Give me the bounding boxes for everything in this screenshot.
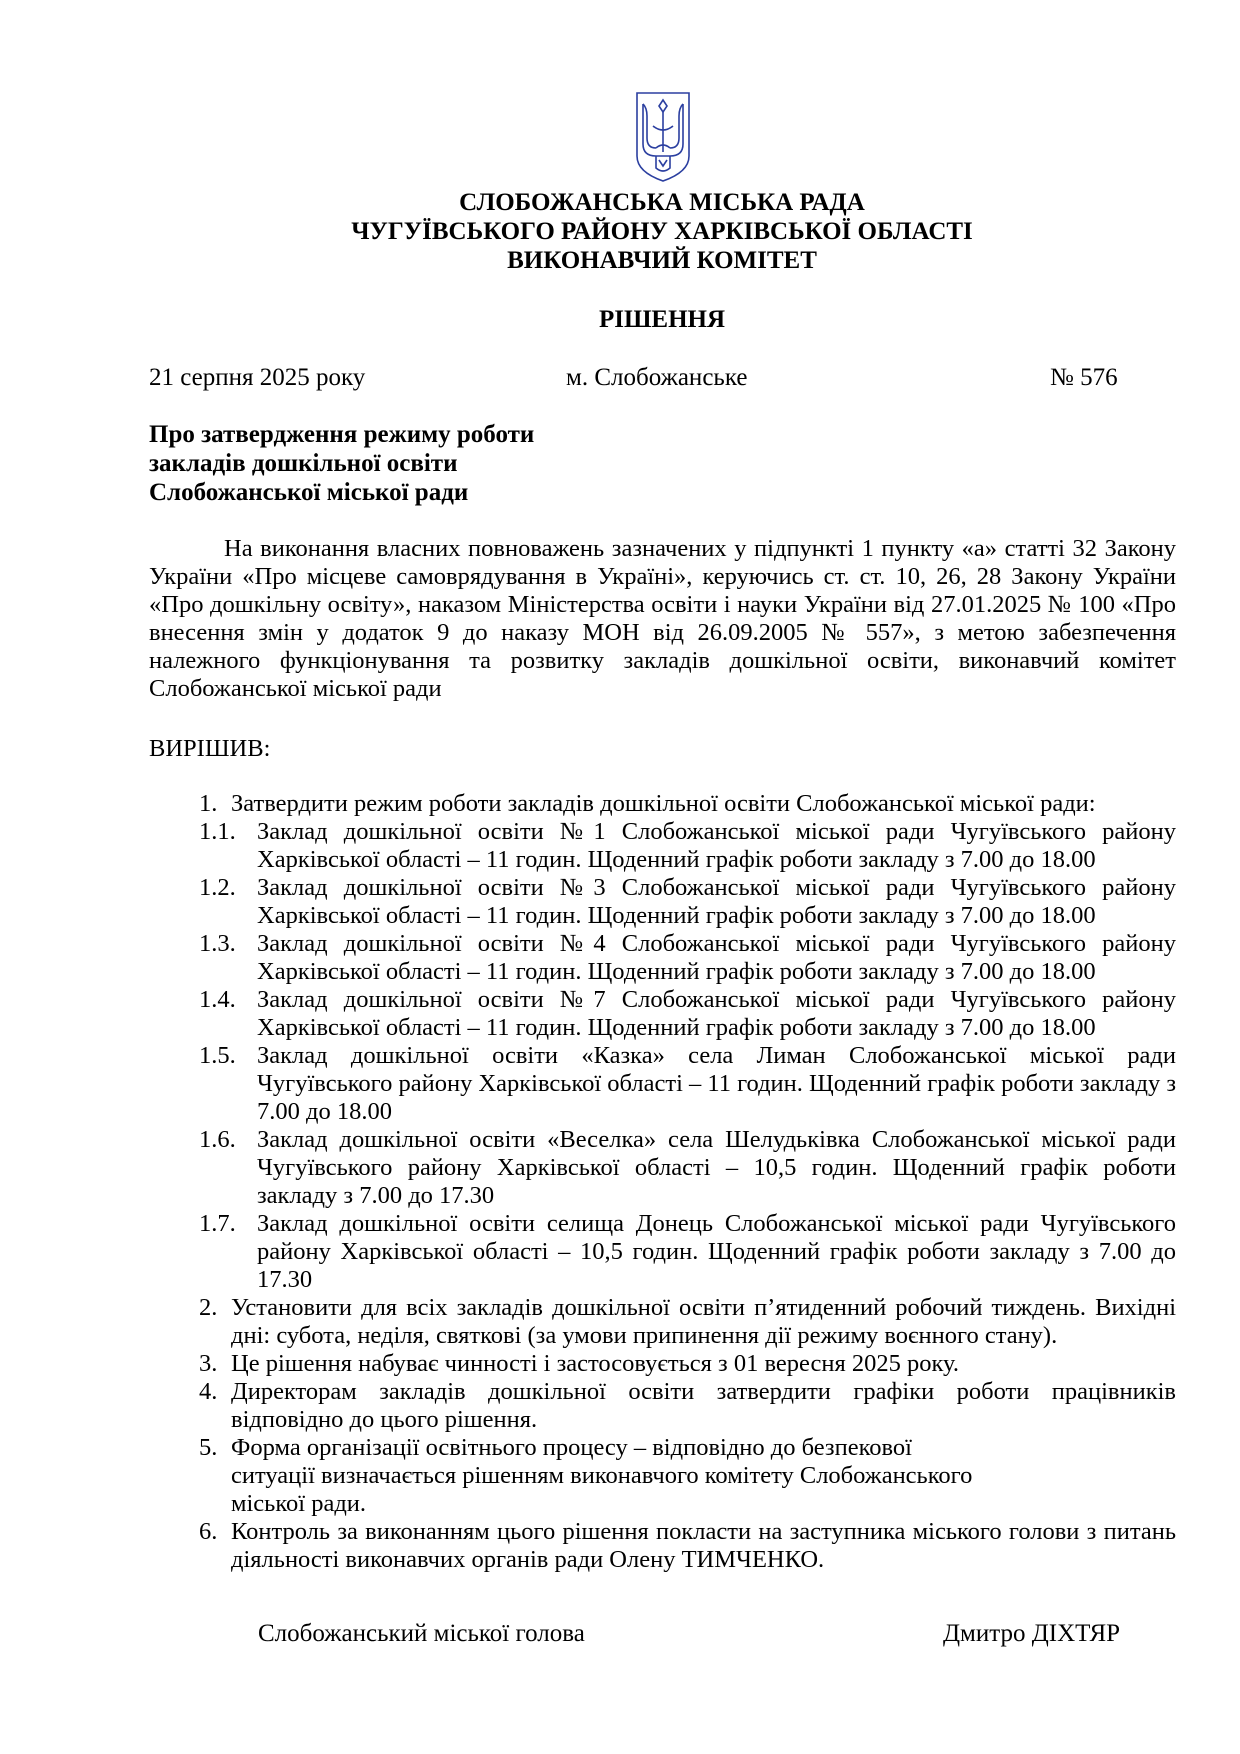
list-item xyxy=(149,874,1176,930)
preamble-paragraph: На виконання власних повноважень зазначених у підпункті 1 пункту «а» статті 32 Закону України «Про місцеве самоврядування в Україні», керуючись ст. ст. 10, 26, 28 Закону України «Про дошкільну освіту», наказом Міністерства освіти і науки України від 27.01.2025 № 100 «Про внесення змін у додаток 9 до наказу МОН від 26.09.2005 № 557», з метою забезпечення належного функціонування та розвитку закладів дошкільної освіти, виконавчий комітет Слобожанської міської ради xyxy=(149,535,1176,702)
list-item-number: 4. xyxy=(199,1378,218,1405)
list-item-text: Це рішення набуває чинності і застосовується з 01 вересня 2025 року. xyxy=(231,1350,959,1377)
list-item-text: Заклад дошкільної освіти селища Донець Слобожанської міської ради Чугуївського району Харківської області – 10,5 годин. Щоденний графік роботи закладу з 7.00 до 17.30 xyxy=(257,1210,1176,1293)
list-item-number: 2. xyxy=(199,1294,218,1321)
list-item-number: 1.5. xyxy=(199,1042,236,1069)
list-item-number: 1.4. xyxy=(199,986,236,1013)
list-item xyxy=(149,1294,1176,1350)
list-item-number: 6. xyxy=(199,1518,218,1545)
signatory-position: Слобожанський міської голова xyxy=(258,1620,585,1647)
document-title: РІШЕННЯ xyxy=(598,306,726,333)
list-item-number: 1.2. xyxy=(199,874,236,901)
list-item xyxy=(149,818,1176,874)
list-item xyxy=(149,1434,1176,1518)
list-item-number: 1.7. xyxy=(199,1210,236,1237)
list-item xyxy=(149,1518,1176,1574)
list-item-number: 5. xyxy=(199,1434,218,1461)
list-item xyxy=(149,1378,1176,1434)
list-item-text: Заклад дошкільної освіти №4 Слобожанської міської ради Чугуївського району Харківської області – 11 годин. Щоденний графік роботи закладу з 7.00 до 18.00 xyxy=(257,930,1176,985)
resolve-label: ВИРІШИВ: xyxy=(149,735,271,762)
decision-subject xyxy=(149,420,534,507)
list-item-text: Заклад дошкільної освіти «Веселка» села Шелудьківка Слобожанської міської ради Чугуївського району Харківської області – 10,5 годин. Щоденний графік роботи закладу з 7.00 до 17.30 xyxy=(257,1126,1176,1209)
list-item-text: Заклад дошкільної освіти №1 Слобожанської міської ради Чугуївського району Харківської області – 11 годин. Щоденний графік роботи закладу з 7.00 до 18.00 xyxy=(257,818,1176,873)
subject-line: Про затвердження режиму роботи xyxy=(149,421,535,448)
header-block xyxy=(0,188,1240,275)
list-item-text: Директорам закладів дошкільної освіти затвердити графіки роботи працівників відповідно до цього рішення. xyxy=(231,1378,1176,1433)
list-item xyxy=(149,1042,1176,1126)
list-item-text: Форма організації освітнього процесу – відповідно до безпекової ситуації визначається рішенням виконавчого комітету Слобожанського міської ради. xyxy=(231,1434,973,1517)
list-item xyxy=(149,790,1176,818)
list-item-text: Контроль за виконанням цього рішення покласти на заступника міського голови з питань діяльності виконавчих органів ради Олену ТИМЧЕНКО. xyxy=(231,1518,1176,1573)
signatory-name: Дмитро ДІХТЯР xyxy=(943,1620,1121,1647)
decision-date: 21 серпня 2025 року xyxy=(149,364,366,391)
list-item xyxy=(149,930,1176,986)
list-item xyxy=(149,1210,1176,1294)
list-item xyxy=(149,1126,1176,1210)
decision-items-list xyxy=(149,790,1176,1574)
list-item-number: 3. xyxy=(199,1350,218,1377)
list-item-text: Установити для всіх закладів дошкільної освіти п’ятиденний робочий тиждень. Вихідні дні: субота, неділя, святкові (за умови припинення дії режиму воєнного стану). xyxy=(231,1294,1176,1349)
council-name: СЛОБОЖАНСЬКА МІСЬКА РАДА xyxy=(459,189,865,216)
list-item-number: 1. xyxy=(199,790,218,817)
list-item-number: 1.3. xyxy=(199,930,236,957)
list-item-number: 1.6. xyxy=(199,1126,236,1153)
committee-name: ВИКОНАВЧИЙ КОМІТЕТ xyxy=(507,247,817,274)
list-item-text: Заклад дошкільної освіти №3 Слобожанської міської ради Чугуївського району Харківської області – 11 годин. Щоденний графік роботи закладу з 7.00 до 18.00 xyxy=(257,874,1176,929)
district-name: ЧУГУЇВСЬКОГО РАЙОНУ ХАРКІВСЬКОЇ ОБЛАСТІ xyxy=(351,218,973,245)
subject-line: закладів дошкільної освіти xyxy=(149,450,458,477)
list-item xyxy=(149,1350,1176,1378)
decision-place: м. Слобожанське xyxy=(566,364,748,391)
decision-number: № 576 xyxy=(1050,364,1118,391)
list-item-text: Заклад дошкільної освіти №7 Слобожанської міської ради Чугуївського району Харківської області – 11 годин. Щоденний графік роботи закладу з 7.00 до 18.00 xyxy=(257,986,1176,1041)
list-item-text: Заклад дошкільної освіти «Казка» села Лиман Слобожанської міської ради Чугуївського району Харківської області – 11 годин. Щоденний графік роботи закладу з 7.00 до 18.00 xyxy=(257,1042,1176,1125)
list-item-number: 1.1. xyxy=(199,818,236,845)
list-item-text: Затвердити режим роботи закладів дошкільної освіти Слобожанської міської ради: xyxy=(231,790,1096,817)
ukraine-trident-icon xyxy=(634,90,692,184)
subject-line: Слобожанської міської ради xyxy=(149,479,469,506)
list-item xyxy=(149,986,1176,1042)
